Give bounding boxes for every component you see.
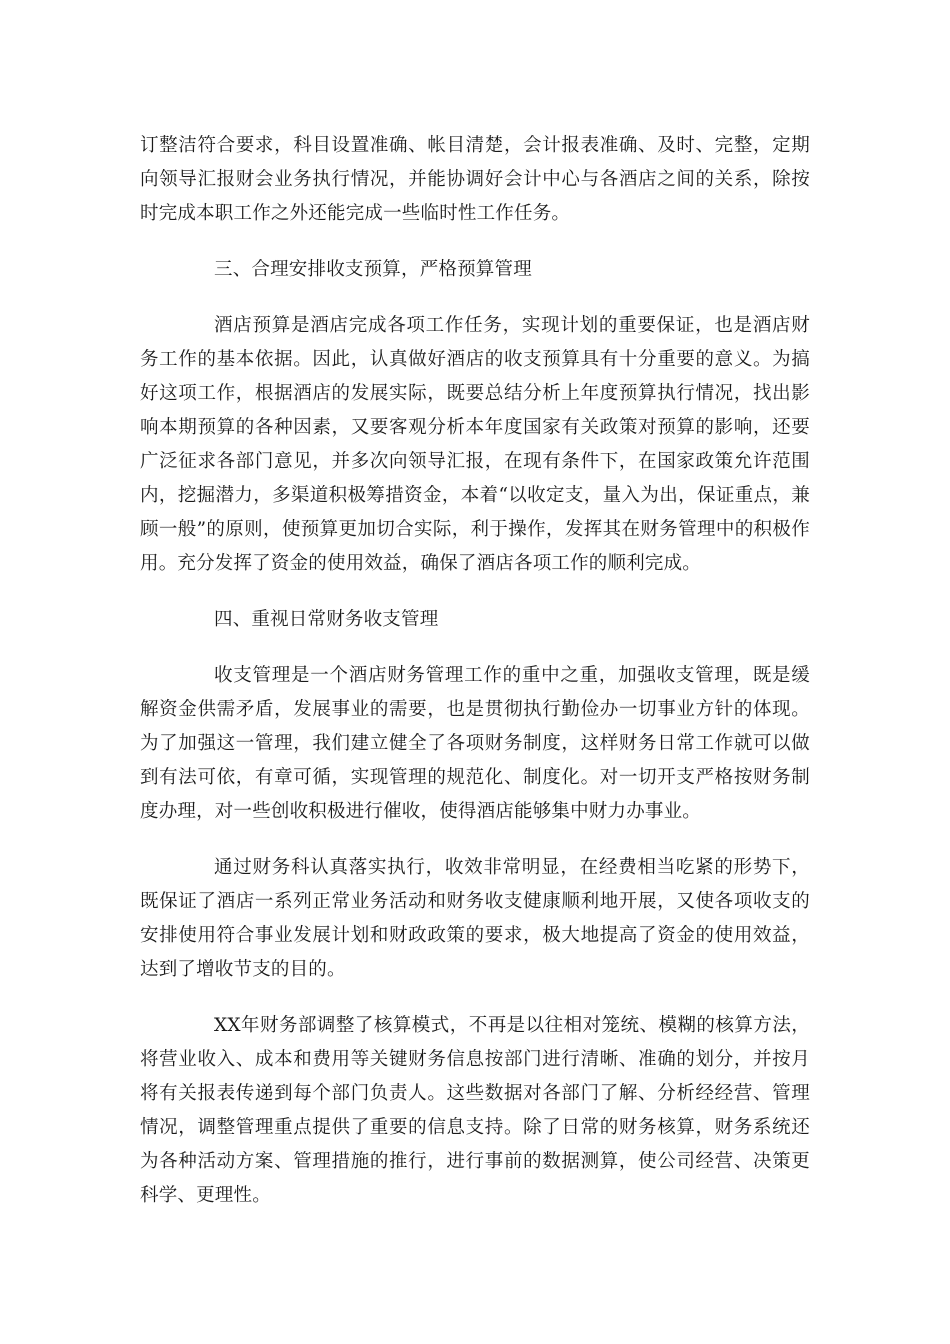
paragraph-continuation: 订整洁符合要求，科目设置准确、帐目清楚，会计报表准确、及时、完整，定期向领导汇报财会业务执行情况，并能协调好会计中心与各酒店之间的关系，除按时完成本职工作之外还能完成一些临时性工作任务。	[140, 135, 810, 224]
paragraph-budget: 酒店预算是酒店完成各项工作任务，实现计划的重要保证，也是酒店财务工作的基本依据。因此，认真做好酒店的收支预算具有十分重要的意义。为搞好这项工作，根据酒店的发展实际，既要总结分析上年度预算执行情况，找出影响本期预算的各种因素，又要客观分析本年度国家有关政策对预算的影响，还要广泛征求各部门意见，并多次向领导汇报，在现有条件下，在国家政策允许范围内，挖掘潜力，多渠道积极筹措资金，本着“以收定支，量入为出，保证重点，兼顾一般”的原则，使预算更加切合实际，利于操作，发挥其在财务管理中的积极作用。充分发挥了资金的使用效益，确保了酒店各项工作的顺利完成。	[140, 315, 810, 574]
paragraph-accounting-model: XX年财务部调整了核算模式，不再是以往相对笼统、模糊的核算方法，将营业收入、成本和费用等关键财务信息按部门进行清晰、准确的划分，并按月将有关报表传递到每个部门负责人。这些数据对各部门了解、分析经经营、管理情况，调整管理重点提供了重要的信息支持。除了日常的财务核算，财务系统还为各种活动方案、管理措施的推行，进行事前的数据测算，使公司经营、决策更科学、更理性。	[140, 1015, 810, 1206]
section-heading-4: 四、重视日常财务收支管理	[214, 609, 439, 630]
paragraph-implementation-results: 通过财务科认真落实执行，收效非常明显，在经费相当吃紧的形势下，既保证了酒店一系列正常业务活动和财务收支健康顺利地开展，又使各项收支的安排使用符合事业发展计划和财政政策的要求，极大地提高了资金的使用效益，达到了增收节支的目的。	[140, 857, 810, 980]
document-body	[140, 129, 810, 1235]
section-heading-3: 三、合理安排收支预算，严格预算管理	[214, 259, 532, 280]
paragraph-revenue-management: 收支管理是一个酒店财务管理工作的重中之重，加强收支管理，既是缓解资金供需矛盾，发展事业的需要，也是贯彻执行勤俭办一切事业方针的体现。为了加强这一管理，我们建立健全了各项财务制度，这样财务日常工作就可以做到有法可依，有章可循，实现管理的规范化、制度化。对一切开支严格按财务制度办理，对一些创收积极进行催收，使得酒店能够集中财力办事业。	[140, 665, 810, 822]
